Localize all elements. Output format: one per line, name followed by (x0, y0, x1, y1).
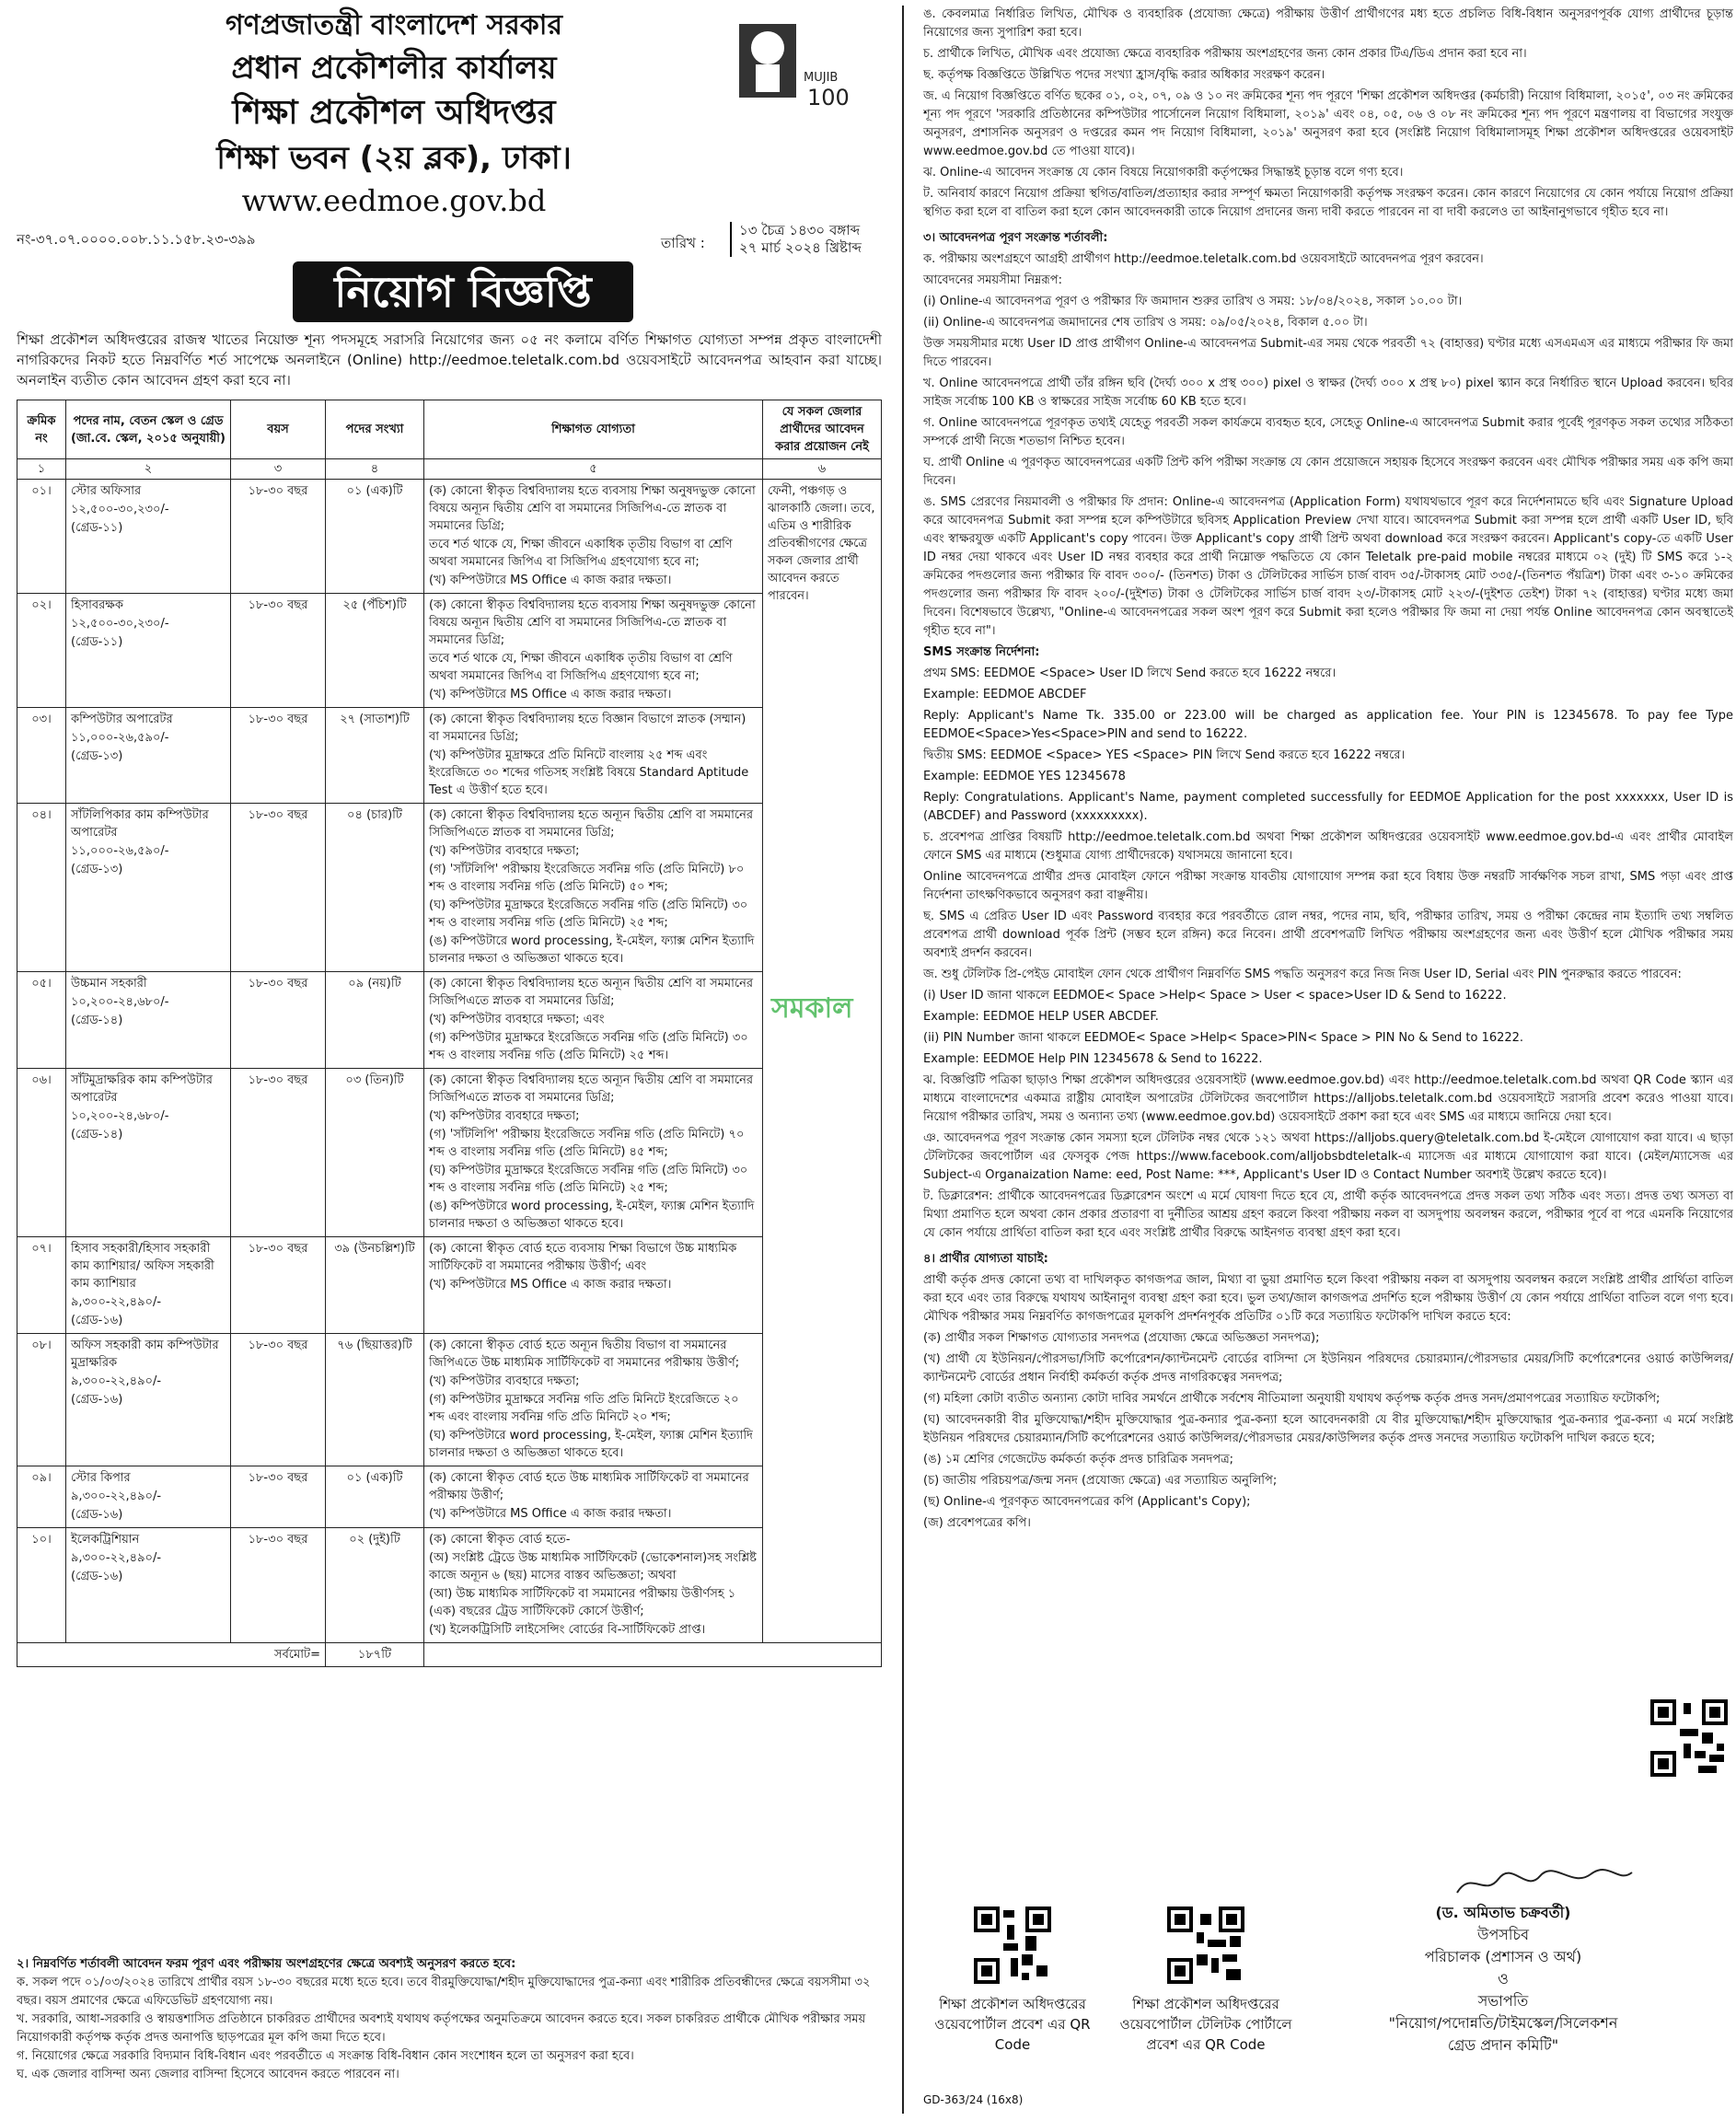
qualification-line: (অ) সংশ্লিষ্ট ট্রেডে উচ্চ মাধ্যমিক সার্টিফিকেট (ভোকেশনাল)সহ সংশ্লিষ্ট কাজে অন্যূন ৬ (ছয়) মাসের বাস্তব অভিজ্ঞতা; অথবা (429, 1551, 757, 1582)
document-item: (ঘ) আবেদনকারী বীর মুক্তিযোদ্ধা/শহীদ মুক্তিযোদ্ধার পুত্র-কন্যার পুত্র-কন্যা হলে আবেদনকারী যে বীর মুক্তিযোদ্ধা/শহীদ মুক্তিযোদ্ধার পুত্র-কন্যার পুত্র-কন্যা এ মর্মে সংশ্লিষ্ট ইউনিয়ন পরিষদের চেয়ারম্যান/সিটি কর্পোরেশনের ওয়ার্ড কাউন্সিলর/পৌরসভার মেয়র/কাউন্সিলর কর্তৃক প্রদত্ত সনদের সত্যায়িত ফটোকপি দাখিল করতে হবে; (923, 1413, 1733, 1445)
row-age: ১৮-৩০ বছর (231, 708, 326, 804)
post-grade: (গ্রেড-১৩) (71, 749, 123, 763)
row-post (66, 708, 231, 804)
total-empty (424, 1643, 882, 1667)
teletalk-qr-code-icon[interactable] (1650, 1699, 1728, 1777)
memo-row (17, 222, 882, 262)
row-serial: ০৪। (17, 804, 66, 972)
qualification-line: (ঘ) কম্পিউটারে word processing, ই-মেইল, ফ্যাক্স মেশিন ইত্যাদি চালনার দক্ষতা ও অভিজ্ঞতা থাকতে হবে। (429, 1429, 753, 1460)
col-header-count: পদের সংখ্যা (326, 400, 424, 459)
qr-caption-teletalk: শিক্ষা প্রকৌশল অধিদপ্তরের ওয়েবপোর্টাল টেলিটক পোর্টালে প্রবেশ এর QR Code (1119, 1996, 1292, 2053)
section-2 (17, 1955, 882, 2084)
right-column (923, 6, 1733, 2114)
post-post: সাঁটমুদ্রাক্ষরিক কাম কম্পিউটার অপারেটর (71, 1073, 213, 1105)
qualification-line: (গ) কম্পিউটার মুদ্রাক্ষরে ইংরেজিতে সর্বনিম্ন গতি (প্রতি মিনিটে) ৩০ শব্দ ও বাংলায় সর্বনিম্ন গতি (প্রতি মিনিটে) ২৫ শব্দ। (429, 1031, 748, 1062)
post-scale: ১২,৫০০-৩০,২৩০/- (71, 503, 169, 516)
qualification-line: (ক) কোনো স্বীকৃত বিশ্ববিদ্যালয় হতে বিজ্ঞান বিভাগে স্নাতক (সম্মান) বা সমমানের ডিগ্রি; (429, 713, 746, 744)
row-count: ০১ (এক)টি (326, 480, 424, 594)
section-2-heading: নিম্নবর্ণিত শর্তাবলী আবেদন ফরম পূরণ এবং পরীক্ষায় অংশগ্রহণের ক্ষেত্রে অবশ্যই অনুসরণ করতে হবে: (32, 1957, 516, 1971)
col-header-excluded: যে সকল জেলার প্রার্থীদের আবেদন করার প্রয়োজন নেই (763, 400, 882, 459)
application-item: ঙ. SMS প্রেরণের নিয়মাবলী ও পরীক্ষার ফি প্রদান: Online-এ আবেদনপত্র (Application Form) যথাযথভাবে পূরণ করে নির্দেশনামতে ছবি এবং Signature Upload করে আবেদনপত্র Submit করা সম্পন্ন হলে কম্পিউটারে ছবিসহ Application Preview দেখা যাবে। আবেদনপত্র Submit করা সম্পন্ন হলে প্রার্থী একটি User ID, ছবি এবং স্বাক্ষরযুক্ত একটি Applicant's copy পাবেন। উক্ত Applicant's copy প্রার্থী প্রিন্ট অথবা download করে সংরক্ষণ করবেন। Applicant's copy-তে একটি User ID নম্বর দেয়া থাকবে এবং User ID নম্বর ব্যবহার করে প্রার্থী নিম্নোক্ত পদ্ধতিতে যে কোন Teletalk pre-paid mobile নম্বরের মাধ্যমে ০২ (দুই) টি SMS করে ১-২ ক্রমিকের পদগুলোর জন্য পরীক্ষার ফি বাবদ ৩০০/- (তিনশত) টাকা ও টেলিটকের সার্ভিস চার্জ বাবদ ৩৫/-টাকাসহ মোট ৩৩৫/-(তিনশত পঁয়ত্রিশ) টাকা এবং ৩-১০ ক্রমিকের পদগুলোর জন্য পরীক্ষার ফি বাবদ ২০০/-(দুইশত) টাকা ও টেলিটকের সার্ভিস চার্জ বাবদ ২৩/-টাকাসহ মোট ২২৩/-(দুইশত তেইশ) টাকা ৭২ (বাহাত্তর) ঘণ্টার মধ্যে জমা দিবেন। বিশেষভাবে উল্লেখ্য, "Online-এ আবেদনপত্রের সকল অংশ পূরণ করে Submit করা হলেও পরীক্ষার ফি জমা না দেয়া পর্যন্ত Online আবেদনপত্র কোন অবস্থাতেই গৃহীত হবে না"। (923, 495, 1733, 638)
row-serial: ০৩। (17, 708, 66, 804)
post-scale: ১১,০০০-২৬,৫৯০/- (71, 844, 169, 858)
signature (1452, 1865, 1637, 1902)
application-item: ঘ. প্রার্থী Online এ পূরণকৃত আবেদনপত্রের একটি প্রিন্ট কপি পরীক্ষা সংক্রান্ত যে কোন প্রয়োজনে সহায়ক হিসেবে সংরক্ষণ করবেন এবং মৌখিক পরীক্ষার সময় এক কপি জমা দিবেন। (923, 456, 1733, 488)
row-post (66, 804, 231, 972)
post-scale: ৯,৩০০-২২,৪৯০/- (71, 1295, 162, 1309)
section-2-item: ক. সকল পদে ০১/০৩/২০২৪ তারিখে প্রার্থীর বয়স ১৮-৩০ বছরের মধ্যে হতে হবে। তবে বীরমুক্তিযোদ্ধা/শহীদ মুক্তিযোদ্ধাদের পুত্র-কন্যা এবং শারীরিক প্রতিবন্ধীদের ক্ষেত্রে বয়সসীমা ৩২ বছর। বয়স প্রমাণের ক্ষেত্রে এফিডেভিট গ্রহণযোগ্য নয়। (17, 1976, 871, 2008)
row-count: ০৯ (নয়)টি (326, 972, 424, 1069)
table-row (17, 804, 882, 972)
post-grade: (গ্রেড-১৪) (71, 1128, 123, 1142)
condition-item: চ. প্রার্থীকে লিখিত, মৌখিক এবং প্রযোজ্য ক্ষেত্রে ব্যবহারিক পরীক্ষায় অংশগ্রহণের জন্য কোন প্রকার টিএ/ডিএ প্রদান করা হবে না। (923, 47, 1527, 61)
info-item: ঝ. বিজ্ঞপ্তিটি পত্রিকা ছাড়াও শিক্ষা প্রকৌশল অধিদপ্তরের ওয়েবসাইট (www.eedmoe.gov.bd) এবং http://eedmoe.teletalk.com.bd অথবা QR Code স্ক্যান এর মাধ্যমে বাংলাদেশের একমাত্র রাষ্ট্রীয় মোবাইল অপারেটর টেলিটকের জবপোর্টাল https://alljobs.teletalk.com.bd ওয়েবসাইটে সরাসরি প্রবেশ করেও পাওয়া যাবে। নিয়োগ পরীক্ষার তারিখ, সময় ও অন্যান্য তথ্য (www.eedmoe.gov.bd) ওয়েবসাইটে প্রকাশ করা হবে এবং SMS এর মাধ্যমে জানিয়ে দেয়া হবে। (923, 1073, 1733, 1124)
document-item: (ছ) Online-এ পূরণকৃত আবেদনপত্রের কপি (Applicant's Copy); (923, 1495, 1251, 1509)
post-scale: ৯,৩০০-২২,৪৯০/- (71, 1489, 162, 1503)
sms-line: Reply: Applicant's Name Tk. 335.00 or 223.00 will be charged as application fee. Your PIN is 12345678. To pay fee Type EEDMOE<Space>Yes<Space>PIN and send to 16222. (923, 709, 1733, 741)
info-item: চ. প্রবেশপত্র প্রাপ্তির বিষয়টি http://eedmoe.teletalk.com.bd অথবা শিক্ষা প্রকৌশল অধিদপ্তরের ওয়েবসাইট www.eedmoe.gov.bd-এ এবং প্রার্থীর মোবাইল ফোনে SMS এর মাধ্যমে (শুধুমাত্র যোগ্য প্রার্থীদেরকে) যথাসময়ে জানানো হবে। (923, 830, 1733, 863)
qualification-line: (ঘ) কম্পিউটার মুদ্রাক্ষরে ইংরেজিতে সর্বনিম্ন গতি (প্রতি মিনিটে) ৩০ শব্দ ও বাংলায় সর্বনিম্ন গতি (প্রতি মিনিটে) ২৫ শব্দ; (429, 1164, 748, 1195)
row-serial: ০৫। (17, 972, 66, 1069)
post-post: ইলেকট্রিশিয়ান (71, 1533, 140, 1547)
eedmoe-qr-code-icon[interactable] (974, 1907, 1051, 1984)
table-row (17, 594, 882, 708)
row-qualification (424, 1466, 763, 1528)
post-post: স্টোর কিপার (71, 1471, 131, 1485)
table-row (17, 1069, 882, 1237)
document-item: (ক) প্রার্থীর সকল শিক্ষাগত যোগ্যতার সনদপত্র (প্রযোজ্য ক্ষেত্রে অভিজ্ঞতা সনদপত্র); (923, 1331, 1320, 1345)
qualification-line: (ঘ) কম্পিউটার মুদ্রাক্ষরে ইংরেজিতে সর্বনিম্ন গতি (প্রতি মিনিটে) ৩০ শব্দ ও বাংলায় সর্বনিম্ন গতি (প্রতি মিনিটে) ২৫ শব্দ; (429, 898, 748, 930)
row-qualification (424, 1237, 763, 1334)
row-serial: ১০। (17, 1528, 66, 1643)
office-name: প্রধান প্রকৌশলীর কার্যালয় (231, 50, 557, 87)
total-row (17, 1643, 882, 1667)
row-qualification (424, 480, 763, 594)
qualification-line: (ক) কোনো স্বীকৃত বিশ্ববিদ্যালয় হতে ব্যবসায় শিক্ষা অনুষদভুক্ত কোনো বিষয়ে অন্যূন দ্বিতীয় শ্রেণি বা সমমানের সিজিপিএ-তে স্নাতক বা সমমানের ডিগ্রি; (429, 598, 756, 647)
post-post: সাঁটলিপিকার কাম কম্পিউটার অপারেটর (71, 808, 209, 840)
row-count: ০৩ (তিন)টি (326, 1069, 424, 1237)
condition-item: ছ. কর্তৃপক্ষ বিজ্ঞপ্তিতে উল্লিখিত পদের সংখ্যা হ্রাস/বৃদ্ধি করার অধিকার সংরক্ষণ করেন। (923, 68, 1325, 82)
section-3-heading: ৩। আবেদনপত্র পূরণ সংক্রান্ত শর্তাবলী: (923, 231, 1108, 245)
condition-item: ঙ. কেবলমাত্র নির্ধারিত লিখিত, মৌখিক ও ব্যবহারিক (প্রযোজ্য ক্ষেত্রে) পরীক্ষায় উত্তীর্ণ প্রার্থীগণের মধ্য হতে প্রচলিত বিধি-বিধান অনুসরণপূর্বক যোগ্য প্রার্থীদের চূড়ান্ত নিয়োগের জন্য সুপারিশ করা হবে। (923, 7, 1733, 40)
post-post: অফিস সহকারী কাম কম্পিউটার মুদ্রাক্ষরিক (71, 1339, 219, 1370)
row-serial: ০২। (17, 594, 66, 708)
post-grade: (গ্রেড-১৬) (71, 1508, 123, 1522)
post-grade: (গ্রেড-১৪) (71, 1014, 123, 1027)
sms-line: দ্বিতীয় SMS: EEDMOE <Space> YES <Space> PIN লিখে Send করতে হবে 16222 নম্বরে। (923, 748, 1406, 762)
table-header-row (17, 400, 882, 459)
qualification-line: (খ) কম্পিউটার ব্যবহারে দক্ষতা; (429, 1374, 580, 1388)
post-post: কম্পিউটার অপারেটর (71, 713, 173, 726)
qualification-line: তবে শর্ত থাকে যে, শিক্ষা জীবনে একাধিক তৃতীয় বিভাগ বা শ্রেণি অথবা সমমানের জিপিএ বা সিজিপিএ গ্রহণযোগ্য হবে না; (429, 538, 733, 569)
qualification-line: (গ) 'সাঁটলিপি' পরীক্ষায় ইংরেজিতে সর্বনিম্ন গতি (প্রতি মিনিটে) ৭০ শব্দ ও বাংলায় সর্বনিম্ন গতি (প্রতি মিনিটে) ৪৫ শব্দ; (429, 1128, 745, 1159)
row-age: ১৮-৩০ বছর (231, 480, 326, 594)
col-number: ২ (66, 459, 231, 480)
row-count: ৩৯ (উনচল্লিশ)টি (326, 1237, 424, 1334)
col-header-sl: ক্রমিক নং (17, 400, 66, 459)
sms-line: Example: EEDMOE ABCDEF (923, 688, 1087, 701)
condition-item: ঝ. Online-এ আবেদন সংক্রান্ত যে কোন বিষয়ে নিয়োগকারী কর্তৃপক্ষের সিদ্ধান্তই চূড়ান্ত বলে গণ্য হবে। (923, 166, 1404, 180)
left-column (17, 6, 882, 2114)
col-number: ১ (17, 459, 66, 480)
table-row (17, 480, 882, 594)
document-item: (গ) মহিলা কোটা ব্যতীত অন্যান্য কোটা দাবির সমর্থনে প্রার্থীকে সর্বশেষ নীতিমালা অনুযায়ী যথাযথ কর্তৃপক্ষ কর্তৃক প্রদত্ত সনদ/প্রমাণপত্রের সত্যায়িত ফটোকপি; (923, 1392, 1661, 1406)
row-count: ০৪ (চার)টি (326, 804, 424, 972)
row-post (66, 972, 231, 1069)
row-post (66, 594, 231, 708)
column-number-row (17, 459, 882, 480)
row-qualification (424, 1069, 763, 1237)
post-grade: (গ্রেড-১৬) (71, 1393, 123, 1407)
qualification-line: (খ) কম্পিউটার ব্যবহারে দক্ষতা; (429, 844, 580, 858)
row-post (66, 1334, 231, 1466)
document-item: (চ) জাতীয় পরিচয়পত্র/জন্ম সনদ (প্রযোজ্য ক্ষেত্রে) এর সত্যায়িত অনুলিপি; (923, 1474, 1278, 1488)
table-row (17, 1528, 882, 1643)
post-scale: ৯,৩০০-২২,৪৯০/- (71, 1374, 162, 1388)
date-bangla: ১৩ চৈত্র ১৪৩০ বঙ্গাব্দ (739, 222, 861, 238)
section-4-intro: প্রার্থী কর্তৃক প্রদত্ত কোনো তথ্য বা দাখিলকৃত কাগজপত্র জাল, মিথ্যা বা ভুয়া প্রমাণিত হলে কিংবা পরীক্ষায় নকল বা অসদুপায় অবলম্বন করলে সংশ্লিষ্ট প্রার্থীর প্রার্থিতা বাতিল করা হবে এবং তার বিরুদ্ধে যথাযথ আইনানুগ ব্যবস্থা গ্রহণ করা হবে। ভুল তথ্য/জাল কাগজপত্র প্রদর্শিত হলে পরীক্ষায় উত্তীর্ণ যে কোন পর্যায়ে প্রার্থিতা বাতিল বলে গণ্য হবে। মৌখিক পরীক্ষার সময় নিম্নবর্ণিত কাগজপত্রের মূলকপি প্রদর্শনপূর্বক প্রতিটির ০১টি করে সত্যায়িত ফটোকপি দাখিল করতে হবে: (923, 1273, 1733, 1324)
posts-table (17, 400, 882, 1667)
row-post (66, 480, 231, 594)
application-item: গ. Online আবেদনপত্রে পূরণকৃত তথ্যই যেহেতু পরবর্তী সকল কার্যক্রমে ব্যবহৃত হবে, সেহেতু Online-এ আবেদনপত্র Submit করার পূর্বেই পূরণকৃত সকল তথ্যের সঠিকতা সম্পর্কে প্রার্থী নিজে শতভাগ নিশ্চিত হবেন। (923, 416, 1733, 448)
row-post (66, 1466, 231, 1528)
qualification-line: (ক) কোনো স্বীকৃত বোর্ড হতে- (429, 1533, 571, 1547)
posts-body (17, 480, 882, 1643)
row-count: ৭৬ (ছিয়াত্তর)টি (326, 1334, 424, 1466)
sms-line: Reply: Congratulations. Applicant's Name, payment completed successfully for EEDMOE Application for the post xxxxxxx, User ID is (ABCDEF) and Password (xxxxxxxxx). (923, 791, 1733, 823)
row-qualification (424, 594, 763, 708)
col-number: ৫ (424, 459, 763, 480)
website-link[interactable]: www.eedmoe.gov.bd (241, 183, 547, 218)
application-item: (ii) Online-এ আবেদনপত্র জমাদানের শেষ তারিখ ও সময়: ০৯/০৫/২০২৪, বিকাল ৫.০০ টা। (923, 316, 1368, 330)
qualification-line: (খ) কম্পিউটার মুদ্রাক্ষরে প্রতি মিনিটে বাংলায় ২৫ শব্দ এবং ইংরেজিতে ৩০ শব্দের গতিসহ সংশ্লিষ্ট বিষয়ে Standard Aptitude Test এ উত্তীর্ণ হতে হবে। (429, 748, 749, 797)
info-item: জ. শুধু টেলিটক প্রি-পেইড মোবাইল ফোন থেকে প্রার্থীগণ নিম্নবর্ণিত SMS পদ্ধতি অনুসরণ করে নিজ নিজ User ID, Serial এবং PIN পুনরুদ্ধার করতে পারবেন: (923, 968, 1682, 981)
qualification-line: (ক) কোনো স্বীকৃত বিশ্ববিদ্যালয় হতে ব্যবসায় শিক্ষা অনুষদভুক্ত কোনো বিষয়ে অন্যূন দ্বিতীয় শ্রেণি বা সমমানের সিজিপিএ-তে স্নাতক বা সমমানের ডিগ্রি; (429, 484, 756, 533)
date-values (730, 222, 862, 257)
row-qualification (424, 972, 763, 1069)
application-item: খ. Online আবেদনপত্রে প্রার্থী তাঁর রঙ্গিন ছবি (দৈর্ঘ্য ৩০০ x প্রস্থ ৩০০) pixel ও স্বাক্ষর (দৈর্ঘ্য ৩০০ x প্রস্থ ৮০) pixel স্ক্যান করে নির্ধারিত স্থানে Upload করবেন। ছবির সাইজ সর্বোচ্চ 100 KB ও স্বাক্ষরের সাইজ সর্বোচ্চ 60 KB হতে হবে। (923, 377, 1733, 409)
notice-page (17, 6, 1733, 2114)
row-qualification (424, 1528, 763, 1643)
section-2-item: ঘ. এক জেলার বাসিন্দা অন্য জেলার বাসিন্দা হিসেবে আবেদন করতে পারবেন না। (17, 2068, 399, 2081)
table-row (17, 708, 882, 804)
row-serial: ০৮। (17, 1334, 66, 1466)
post-scale: ১২,৫০০-৩০,২৩০/- (71, 617, 169, 631)
signature-block (1383, 1902, 1623, 2057)
info-item: Example: EEDMOE HELP USER ABCDEF. (923, 1010, 1159, 1024)
notice-title: নিয়োগ বিজ্ঞপ্তি (293, 261, 633, 322)
gd-code: GD-363/24 (16x8) (923, 2093, 1024, 2106)
row-age: ১৮-৩০ বছর (231, 594, 326, 708)
application-item: ক. পরীক্ষায় অংশগ্রহণে আগ্রহী প্রার্থীগণ http://eedmoe.teletalk.com.bd ওয়েবসাইটে আবেদনপত্র পূরণ করবেন। (923, 252, 1484, 266)
letterhead (72, 6, 716, 221)
qualification-line: (ক) কোনো স্বীকৃত বোর্ড হতে উচ্চ মাধ্যমিক সার্টিফিকেট বা সমমানের পরীক্ষায় উত্তীর্ণ; (429, 1471, 749, 1502)
column-divider (902, 6, 904, 2114)
qualification-line: (ক) কোনো স্বীকৃত বিশ্ববিদ্যালয় হতে অন্যূন দ্বিতীয় শ্রেণি বা সমমানের সিজিপিএতে স্নাতক বা সমমানের ডিগ্রি; (429, 1073, 754, 1105)
row-count: ২৫ (পঁচিশ)টি (326, 594, 424, 708)
row-age: ১৮-৩০ বছর (231, 1334, 326, 1466)
mujib-100-logo (730, 17, 868, 118)
signer-line: "নিয়োগ/পদোন্নতি/টাইমস্কেল/সিলেকশন গ্রেড প্রদান কমিটি" (1388, 2014, 1618, 2054)
section-4-heading: ৪। প্রার্থীর যোগ্যতা যাচাই: (923, 1252, 1048, 1266)
post-grade: (গ্রেড-১১) (71, 635, 123, 649)
table-row (17, 1334, 882, 1466)
qualification-line: (খ) কম্পিউটার ব্যবহারে দক্ষতা; (429, 1109, 580, 1123)
post-post: হিসাব সহকারী/হিসাব সহকারী কাম ক্যাশিয়ার/ অফিস সহকারী কাম ক্যাশিয়ার (71, 1242, 214, 1291)
qualification-line: (ক) কোনো স্বীকৃত বোর্ড হতে অন্যূন দ্বিতীয় বিভাগ বা সমমানের জিপিএতে উচ্চ মাধ্যমিক সার্টিফিকেট বা সমমানের পরীক্ষায় উত্তীর্ণ; (429, 1339, 740, 1370)
qualification-line: (আ) উচ্চ মাধ্যমিক সার্টিফিকেট বা সমমানের পরীক্ষায় উত্তীর্ণসহ ১ (এক) বছরের ট্রেড সার্টিফিকেট কোর্সে উত্তীর্ণ; (429, 1587, 736, 1618)
row-age: ১৮-৩০ বছর (231, 804, 326, 972)
info-item: (i) User ID জানা থাকলে EEDMOE< Space >Help< Space > User < space>User ID & Send to 16222. (923, 989, 1507, 1003)
document-item: (জ) প্রবেশপত্রের কপি। (923, 1516, 1031, 1530)
memo-number: নং-৩৭.০৭.০০০০.০০৮.১১.১৫৮.২৩-৩৯৯ (17, 231, 256, 248)
application-item: (i) Online-এ আবেদনপত্র পূরণ ও পরীক্ষার ফি জমাদান শুরুর তারিখ ও সময়: ১৮/০৪/২০২৪, সকাল ১০.০০ টা। (923, 295, 1463, 308)
qualification-line: (খ) কম্পিউটারে MS Office এ কাজ করার দক্ষতা। (429, 688, 672, 701)
info-item: ছ. SMS এ প্রেরিত User ID এবং Password ব্যবহার করে পরবর্তীতে রোল নম্বর, পদের নাম, ছবি, পরীক্ষার তারিখ, সময় ও পরীক্ষা কেন্দ্রের নাম ইত্যাদি তথ্য সম্বলিত প্রবেশপত্র প্রার্থী download পূর্বক প্রিন্ট (সম্ভব হলে রঙ্গিন) করে নিবেন। প্রার্থী প্রবেশপত্রটি লিখিত পরীক্ষায় অংশগ্রহণের জন্য এবং উত্তীর্ণ হলে মৌখিক পরীক্ষার সময় অবশ্যই প্রদর্শন করবেন। (923, 910, 1733, 960)
intro-paragraph: শিক্ষা প্রকৌশল অধিদপ্তরের রাজস্ব খাতের নিয়োক্ত শূন্য পদসমূহে সরাসরি নিয়োগের জন্য ০৫ নং কলামে বর্ণিত শিক্ষাগত যোগ্যতা সম্পন্ন প্রকৃত বাংলাদেশী নাগরিকদের নিকট হতে নিম্নবর্ণিত শর্ত সাপেক্ষে অনলাইনে (Online) http://eedmoe.teletalk.com.bd ওয়েবসাইটে আবেদনপত্র আহবান করা যাচ্ছে। অনলাইন ব্যতীত কোন আবেদন গ্রহণ করা হবে না। (17, 331, 882, 388)
date-label: তারিখ : (661, 235, 705, 251)
post-scale: ১১,০০০-২৬,৫৯০/- (71, 731, 169, 745)
post-grade: (গ্রেড-১৩) (71, 863, 123, 876)
col-header-age: বয়স (231, 400, 326, 459)
row-serial: ০৭। (17, 1237, 66, 1334)
info-item: Example: EEDMOE Help PIN 12345678 & Send to 16222. (923, 1052, 1263, 1066)
col-number: ৪ (326, 459, 424, 480)
info-item: ট. ডিক্লারেশন: প্রার্থীকে আবেদনপত্রের ডিক্লারেশন অংশে এ মর্মে ঘোষণা দিতে হবে যে, প্রার্থী কর্তৃক আবেদনপত্রে প্রদত্ত সকল তথ্য সঠিক এবং সত্য। প্রদত্ত তথ্য অসত্য বা মিথ্যা প্রমাণিত হলে অথবা কোন প্রকার প্রতারণা বা দুর্নীতির আশ্রয় গ্রহণ করলে কিংবা পরীক্ষায় নকল বা অসদুপায় অবলম্বন করলে, পরীক্ষার পূর্বে বা পরে এমনকি নিয়োগের যে কোন পর্যায়ে প্রার্থিতা বাতিল করা হবে এবং সংশ্লিষ্ট প্রার্থীর বিরুদ্ধে আইনগত ব্যবস্থা গ্রহণ করা হবে। (923, 1189, 1733, 1240)
teletalk-portal-qr-code-icon[interactable] (1167, 1907, 1244, 1984)
row-serial: ০৬। (17, 1069, 66, 1237)
signer-line: ও (1498, 1970, 1509, 1988)
qualification-line: (ক) কোনো স্বীকৃত বিশ্ববিদ্যালয় হতে অন্যূন দ্বিতীয় শ্রেণি বা সমমানের সিজিপিএতে স্নাতক বা সমমানের ডিগ্রি; (429, 808, 754, 840)
sms-line: Example: EEDMOE YES 12345678 (923, 770, 1126, 783)
date-english: ২৭ মার্চ ২০২৪ খ্রিষ্টাব্দ (739, 239, 862, 256)
col-number: ৩ (231, 459, 326, 480)
signer-line: উপসচিব (1476, 1926, 1529, 1943)
qualification-line: (খ) কম্পিউটারে MS Office এ কাজ করার দক্ষতা। (429, 574, 672, 587)
document-item: (খ) প্রার্থী যে ইউনিয়ন/পৌরসভা/সিটি কর্পোরেশন/ক্যান্টনমেন্ট বোর্ডের বাসিন্দা সে ইউনিয়ন পরিষদের চেয়ারম্যান/পৌরসভার মেয়র/সিটি কর্পোরেশনের ওয়ার্ড কাউন্সিলর/ক্যান্টনমেন্ট বোর্ডের প্রধান নির্বাহী কর্মকর্তা কর্তৃক প্রদত্ত নাগরিকত্বের সনদপত্র; (923, 1352, 1733, 1385)
svg-text:MUJIB: MUJIB (804, 71, 839, 85)
qualification-line: (খ) ইলেকট্রিসিটি লাইসেন্সিং বোর্ডের বি-সার্টিফিকেট প্রাপ্ত। (429, 1623, 706, 1637)
qualification-line: (গ) কম্পিউটার মুদ্রাক্ষরে সর্বনিম্ন গতি প্রতি মিনিটে ইংরেজিতে ২০ শব্দ এবং বাংলায় সর্বনিম্ন গতি প্রতি মিনিটে ২০ শব্দ; (429, 1393, 739, 1424)
post-post: উচ্চমান সহকারী (71, 977, 147, 991)
total-value: ১৮৭টি (326, 1643, 424, 1667)
row-qualification (424, 804, 763, 972)
info-item: (ii) PIN Number জানা থাকলে EEDMOE< Space >Help< Space>PIN< Space > PIN No & Send to 16222. (923, 1031, 1524, 1045)
department-name: শিক্ষা প্রকৌশল অধিদপ্তর (232, 94, 556, 132)
row-serial: ০১। (17, 480, 66, 594)
govt-name: গণপ্রজাতন্ত্রী বাংলাদেশ সরকার (226, 9, 562, 41)
col-number: ৬ (763, 459, 882, 480)
row-post (66, 1237, 231, 1334)
signer-line: পরিচালক (প্রশাসন ও অর্থ) (1424, 1948, 1582, 1965)
row-count: ০১ (এক)টি (326, 1466, 424, 1528)
sms-line: প্রথম SMS: EEDMOE <Space> User ID লিখে Send করতে হবে 16222 নম্বরে। (923, 666, 1337, 680)
qualification-line: (গ) 'সাঁটলিপি' পরীক্ষায় ইংরেজিতে সর্বনিম্ন গতি (প্রতি মিনিটে) ৮০ শব্দ ও বাংলায় সর্বনিম্ন গতি (প্রতি মিনিটে) ৫০ শব্দ; (429, 863, 745, 894)
section-2-number: ২। (17, 1957, 29, 1971)
total-label: সর্বমোট= (17, 1643, 326, 1667)
qr-caption-eedmoe: শিক্ষা প্রকৌশল অধিদপ্তরের ওয়েবপোর্টাল প্রবেশ এর QR Code (934, 1996, 1091, 2053)
section-2-item: খ. সরকারি, আধা-সরকারি ও স্বায়ত্তশাসিত প্রতিষ্ঠানে চাকরিরত প্রার্থীদের অবশ্যই যথাযথ কর্তৃপক্ষের অনুমতিক্রমে আবেদন করতে হবে। সকল চাকরিরত প্রার্থীকে মৌখিক পরীক্ষার সময় নিয়োগকারী কর্তৃপক্ষ কর্তৃক প্রদত্ত অনাপত্তি ছাড়পত্রের মূল কপি জমা দিতে হবে। (17, 2012, 866, 2045)
excluded-districts: ফেনী, পঞ্চগড় ও ঝালকাঠি জেলা। তবে, এতিম ও শারীরিক প্রতিবন্ধীগণের ক্ষেত্রে সকল জেলার প্রার্থী আবেদন করতে পারবেন। (763, 480, 882, 1643)
row-post (66, 1069, 231, 1237)
table-row (17, 1237, 882, 1334)
qualification-line: (ক) কোনো স্বীকৃত বোর্ড হতে ব্যবসায় শিক্ষা বিভাগে উচ্চ মাধ্যমিক সার্টিফিকেট বা সমমানের পরীক্ষায় উত্তীর্ণ; এবং (429, 1242, 737, 1273)
signer-line: সভাপতি (1477, 1992, 1529, 2010)
condition-item: ট. অনিবার্য কারণে নিয়োগ প্রক্রিয়া স্থগিত/বাতিল/প্রত্যাহার করার সম্পূর্ণ ক্ষমতা নিয়োগকারী কর্তৃপক্ষ সংরক্ষণ করেন। কোন কারণে নিয়োগের যে কোন পর্যায়ে নিয়োগ প্রক্রিয়া স্থগিত করা হলে বা বাতিল করা হলে কোন আবেদনকারী তাকে নিয়োগ প্রদানের জন্য দাবী করতে পারবেন না বা দাবী করলেও তা আইনানুগভাবে গৃহীত হবে না। (923, 187, 1733, 219)
application-item: আবেদনের সময়সীমা নিম্নরূপ: (923, 273, 1062, 287)
row-qualification (424, 708, 763, 804)
col-header-post: পদের নাম, বেতন স্কেল ও গ্রেড (জা.বে. স্কেল, ২০১৫ অনুযায়ী) (66, 400, 231, 459)
building-name: শিক্ষা ভবন (২য় ব্লক), ঢাকা। (216, 140, 572, 177)
signer-name: (ড. অমিতাভ চক্রবর্তী) (1435, 1904, 1571, 1921)
row-count: ২৭ (সাতাশ)টি (326, 708, 424, 804)
newspaper-watermark: সমকাল (771, 992, 853, 1025)
info-item: ঞ. আবেদনপত্র পূরণ সংক্রান্ত কোন সমস্যা হলে টেলিটক নম্বর থেকে ১২১ অথবা https://alljobs.query@teletalk.com.bd ই-মেইলে যোগাযোগ করা যাবে। এ ছাড়া টেলিটকের জবপোর্টাল এর ফেসবুক পেজ https://www.facebook.com/alljobsbdteletalk-এ ম্যাসেজ এর মাধ্যমে যোগাযোগ করা যাবে। (মেইল/ম্যাসেজ এর Subject-এ Organaization Name: eed, Post Name: ***, Applicant's User ID ও Contact Number অবশ্যই উল্লেখ করতে হবে)। (923, 1131, 1733, 1182)
post-grade: (গ্রেড-১৬) (71, 1570, 123, 1583)
document-item: (ঙ) ১ম শ্রেণির গেজেটেড কর্মকর্তা কর্তৃক প্রদত্ত চারিত্রিক সনদপত্র; (923, 1453, 1234, 1466)
qualification-line: (ঙ) কম্পিউটারে word processing, ই-মেইল, ফ্যাক্স মেশিন ইত্যাদি চালনার দক্ষতা ও অভিজ্ঞতা থাকতে হবে। (429, 934, 755, 966)
table-row (17, 972, 882, 1069)
row-age: ১৮-৩০ বছর (231, 1069, 326, 1237)
col-header-qualification: শিক্ষাগত যোগ্যতা (424, 400, 763, 459)
qualification-line: (খ) কম্পিউটার ব্যবহারে দক্ষতা; এবং (429, 1013, 605, 1026)
row-age: ১৮-৩০ বছর (231, 972, 326, 1069)
qualification-line: (খ) কম্পিউটারে MS Office এ কাজ করার দক্ষতা। (429, 1507, 672, 1521)
qualification-line: তবে শর্ত থাকে যে, শিক্ষা জীবনে একাধিক তৃতীয় বিভাগ বা শ্রেণি অথবা সমমানের জিপিএ বা সিজিপিএ গ্রহণযোগ্য হবে না; (429, 652, 733, 683)
qualification-line: (ক) কোনো স্বীকৃত বিশ্ববিদ্যালয় হতে অন্যূন দ্বিতীয় শ্রেণি বা সমমানের সিজিপিএতে স্নাতক বা সমমানের ডিগ্রি; (429, 977, 754, 1008)
condition-item: জ. এ নিয়োগ বিজ্ঞপ্তিতে বর্ণিত ছকের ০১, ০২, ০৭, ০৯ ও ১০ নং ক্রমিকের শূন্য পদ পূরণে 'শিক্ষা প্রকৌশল অধিদপ্তর (কর্মচারী) নিয়োগ বিধিমালা, ২০১৫', ০৩ নং ক্রমিকের শূন্য পদ পূরণে 'সরকারি প্রতিষ্ঠানের কম্পিউটার পার্সোনেল নিয়োগ বিধিমালা, ২০১৯' এবং ০৪, ০৫, ০৬ ও ০৮ নং ক্রমিকের শূন্য পদ পূরণে মন্ত্রণালয় বা বিভাগের সংযুক্ত অনুসরণ, প্রশাসনিক অনুসরণ ও দপ্তরের কমন পদ নিয়োগ বিধিমালা, ২০১৯' অনুসরণ করা হবে (সংশ্লিষ্ট নিয়োগ বিধিমালাসমূহ শিক্ষা প্রকৌশল অধিদপ্তরের ওয়েবসাইট www.eedmoe.gov.bd তে পাওয়া যাবে)। (923, 89, 1733, 158)
row-qualification (424, 1334, 763, 1466)
qualification-line: (ঙ) কম্পিউটারে word processing, ই-মেইল, ফ্যাক্স মেশিন ইত্যাদি চালনার দক্ষতা ও অভিজ্ঞতা থাকতে হবে। (429, 1200, 755, 1231)
post-scale: ৯,৩০০-২২,৪৯০/- (71, 1551, 162, 1565)
application-item: উক্ত সময়সীমার মধ্যে User ID প্রাপ্ত প্রার্থীগণ Online-এ আবেদনপত্র Submit-এর সময় থেকে পরবর্তী ৭২ (বাহাত্তর) ঘণ্টার মধ্যে এসএমএস এর মাধ্যমে পরীক্ষার ফি জমা দিতে পারবেন। (923, 337, 1733, 369)
row-age: ১৮-৩০ বছর (231, 1528, 326, 1643)
qualification-line: (খ) কম্পিউটারে MS Office এ কাজ করার দক্ষতা। (429, 1278, 672, 1292)
row-age: ১৮-৩০ বছর (231, 1237, 326, 1334)
post-scale: ১০,২০০-২৪,৬৮০/- (71, 995, 169, 1009)
table-row (17, 1466, 882, 1528)
info-item: Online আবেদনপত্রে প্রার্থীর প্রদত্ত মোবাইল ফোনে পরীক্ষা সংক্রান্ত যাবতীয় যোগাযোগ সম্পন্ন করা হবে বিধায় উক্ত নম্বরটি সার্বক্ষণিক সচল রাখা, SMS পড়া এবং প্রাপ্ত নির্দেশনা তাৎক্ষণিকভাবে অনুসরণ করা বাঞ্ছনীয়। (923, 870, 1733, 902)
post-scale: ১০,২০০-২৪,৬৮০/- (71, 1109, 169, 1123)
post-post: হিসাবরক্ষক (71, 598, 123, 612)
section-2-item: গ. নিয়োগের ক্ষেত্রে সরকারি বিদ্যমান বিধি-বিধান এবং পরবর্তীতে এ সংক্রান্ত বিধি-বিধান কোন সংশোধন হলে তা অনুসরণ করা হবে। (17, 2049, 634, 2063)
sms-title: SMS সংক্রান্ত নির্দেশনা: (923, 645, 1040, 659)
row-count: ০২ (দুই)টি (326, 1528, 424, 1643)
post-grade: (গ্রেড-১৬) (71, 1314, 123, 1327)
row-post (66, 1528, 231, 1643)
post-post: স্টোর অফিসার (71, 484, 142, 498)
row-serial: ০৯। (17, 1466, 66, 1528)
post-grade: (গ্রেড-১১) (71, 521, 123, 535)
svg-text:100: 100 (807, 85, 850, 110)
row-age: ১৮-৩০ বছর (231, 1466, 326, 1528)
